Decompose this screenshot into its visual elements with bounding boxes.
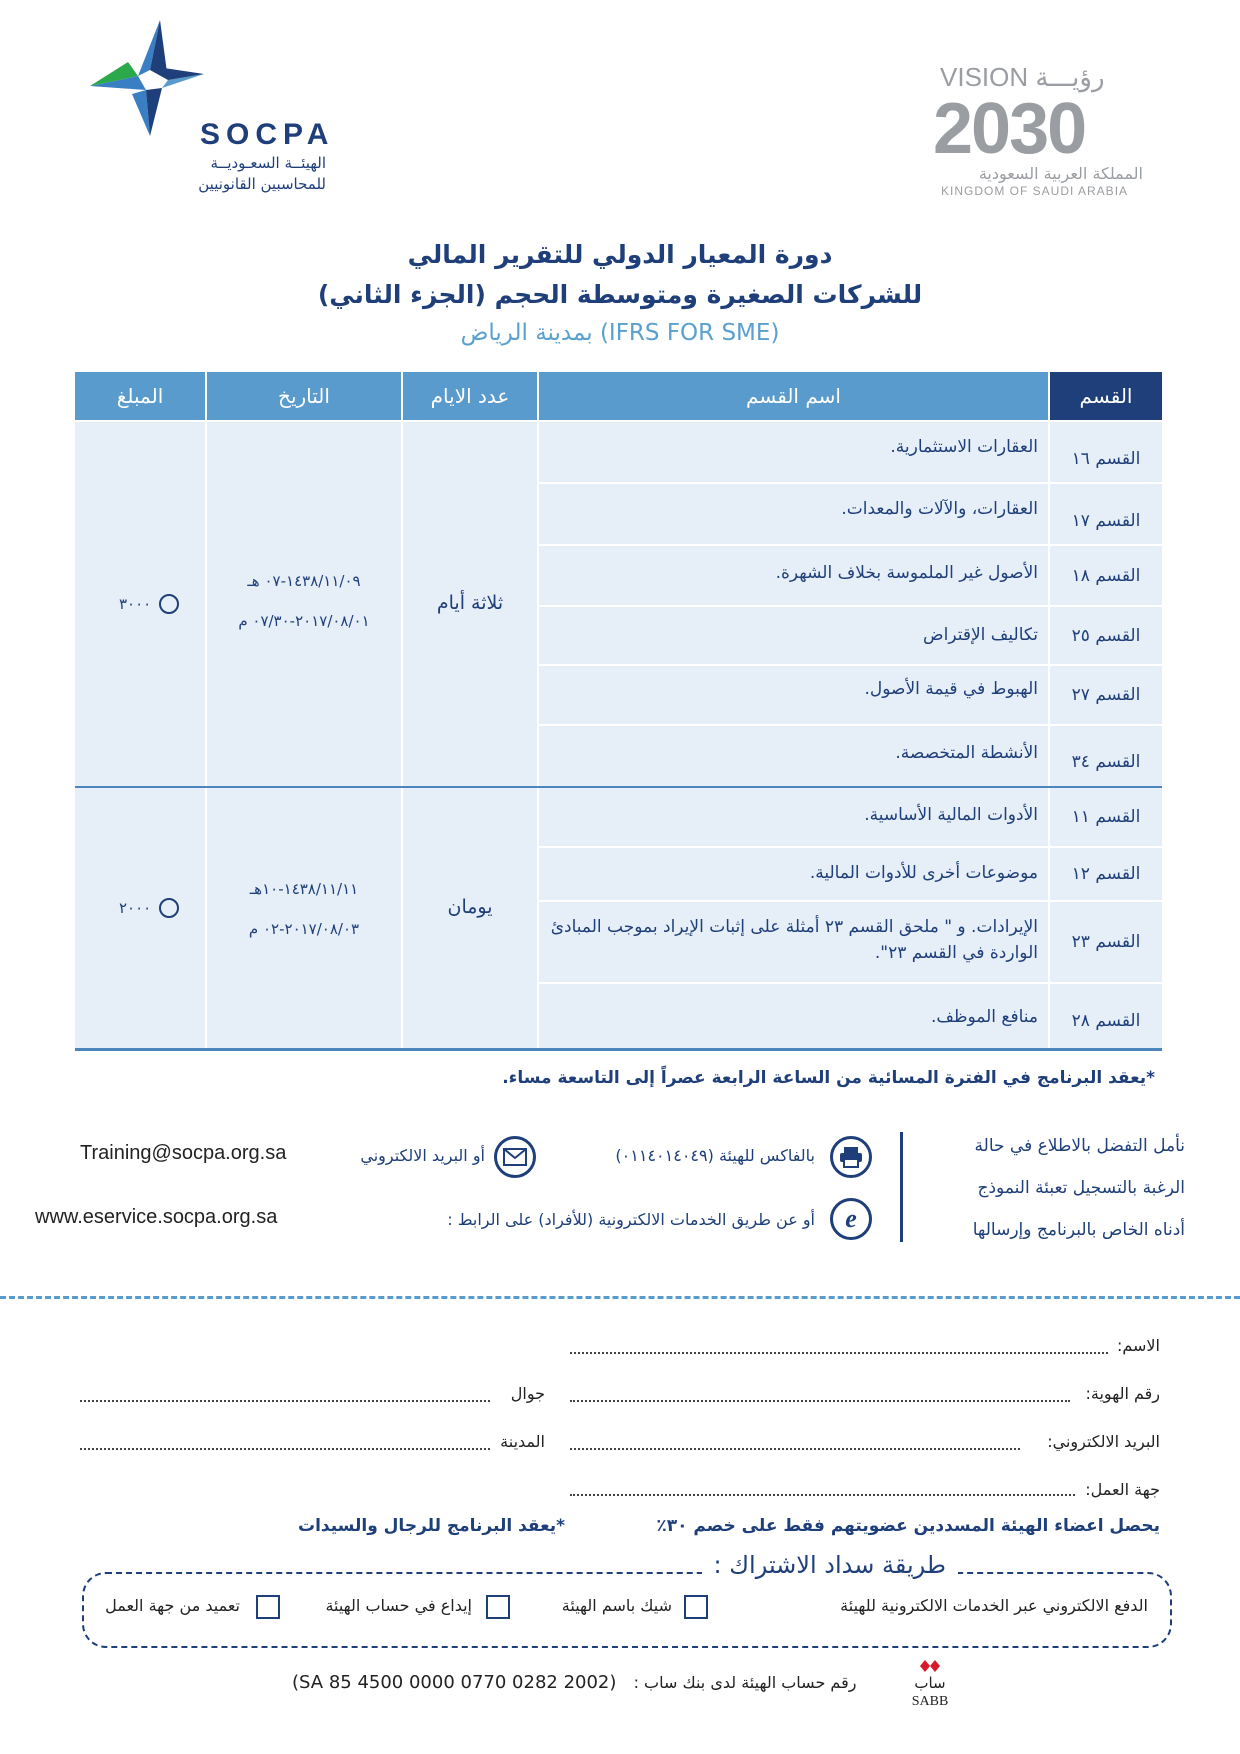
city-field[interactable] [80, 1448, 490, 1450]
payment-online-checkbox[interactable] [684, 1595, 708, 1619]
section-name: تكاليف الإقتراض [923, 625, 1038, 645]
amount-radio[interactable] [159, 594, 179, 614]
date-hijri: ١٤٣٨/١١/٠٩-٠٧ هـ [247, 572, 361, 590]
table-row [539, 726, 1162, 786]
contact-intro-line2: الرغبة بالتسجيل تعبئة النموذج [977, 1178, 1185, 1198]
payment-cheque-checkbox[interactable] [486, 1595, 510, 1619]
payment-title: طريقة سداد الاشتراك : [702, 1551, 958, 1579]
email-address[interactable]: Training@socpa.org.sa [80, 1142, 287, 1164]
header-name: اسم القسم [539, 372, 1048, 420]
payment-option-cheque: شيك باسم الهيئة [561, 1596, 672, 1615]
audience-note: *يعقد البرنامج للرجال والسيدات [298, 1516, 565, 1536]
table-row [539, 788, 1162, 846]
days-value: يومان [447, 896, 493, 918]
course-table [75, 372, 1162, 1050]
section-number: القسم ٢٧ [1071, 685, 1141, 705]
email-field-label: البريد الالكتروني: [1047, 1432, 1160, 1451]
amount-value: ٣٠٠٠ [119, 595, 152, 613]
payment-option-deposit: إيداع في حساب الهيئة [325, 1596, 472, 1615]
table-row [539, 422, 1162, 482]
section-number: القسم ٢٥ [1071, 625, 1141, 646]
course-title-line3: (IFRS FOR SME) بمدينة الرياض [460, 320, 780, 346]
fax-icon [830, 1136, 872, 1178]
header-amount: المبلغ [75, 372, 205, 420]
name-label: الاسم: [1116, 1336, 1160, 1355]
section-name: الأصول غير الملموسة بخلاف الشهرة. [775, 563, 1038, 583]
table-row [539, 848, 1162, 900]
section-number: القسم ١٦ [1071, 449, 1141, 469]
table-row [539, 902, 1162, 982]
table-row [539, 546, 1162, 605]
amount-value: ٢٠٠٠ [119, 899, 152, 917]
city-label: المدينة [500, 1432, 545, 1451]
socpa-arabic-line1: الهيئــة السعـوديــة [210, 154, 326, 172]
section-number: القسم ٣٤ [1071, 752, 1141, 772]
section-name: موضوعات أخرى للأدوات المالية. [809, 863, 1038, 883]
vision-top-text: VISION رؤيـــة [940, 62, 1105, 92]
email-label: أو البريد الالكتروني [360, 1146, 485, 1165]
fax-label: بالفاكس للهيئة (٠١١٤٠١٤٠٤٩) [615, 1146, 815, 1165]
section-number: القسم ١١ [1071, 807, 1141, 827]
header-section: القسم [1050, 372, 1162, 420]
section-name: الأدوات المالية الأساسية. [864, 805, 1038, 825]
id-label: رقم الهوية: [1085, 1384, 1160, 1403]
time-note: *يعقد البرنامج في الفترة المسائية من الساعة الرابعة عصراً إلى التاسعة مساء. [502, 1068, 1155, 1088]
mobile-field[interactable] [80, 1400, 490, 1402]
table-group-2 [75, 788, 1162, 1048]
bank-account-label: رقم حساب الهيئة لدى بنك ساب : [633, 1673, 857, 1692]
section-name: العقارات الاستثمارية. [890, 437, 1038, 457]
contact-intro-line1: نأمل التفضل بالاطلاع في حالة [974, 1136, 1185, 1156]
email-icon [494, 1136, 536, 1178]
section-number: القسم ٢٨ [1071, 1011, 1141, 1031]
section-name: الهبوط في قيمة الأصول. [864, 679, 1038, 699]
date-gregorian: ٢٠١٧/٠٨/٠١-٠٧/٣٠ م [238, 612, 370, 630]
contact-divider [900, 1132, 903, 1242]
date-gregorian: ٢٠١٧/٠٨/٠٣-٠٢ م [248, 920, 360, 938]
socpa-logo [88, 18, 368, 203]
course-title-line1: دورة المعيار الدولي للتقرير المالي [407, 240, 833, 269]
mobile-label: جوال [510, 1384, 545, 1403]
amount-option [119, 594, 209, 614]
sabb-logo [905, 1660, 955, 1720]
cut-line [0, 1296, 1240, 1299]
section-name: العقارات، والآلات والمعدات. [841, 499, 1038, 519]
internet-explorer-icon: e [830, 1198, 872, 1240]
amount-radio[interactable] [159, 898, 179, 918]
eservice-url[interactable]: www.eservice.socpa.org.sa [35, 1206, 278, 1228]
days-value: ثلاثة أيام [436, 592, 504, 614]
course-title-line2: للشركات الصغيرة ومتوسطة الحجم (الجزء الثاني) [317, 280, 923, 309]
table-row [539, 984, 1162, 1048]
header-date: التاريخ [207, 372, 401, 420]
bank-account-line [292, 1672, 856, 1693]
socpa-wordmark: SOCPA [200, 118, 335, 151]
section-number: القسم ١٨ [1071, 565, 1141, 586]
section-number: القسم ٢٣ [1071, 932, 1141, 952]
socpa-arabic-line2: للمحاسبين القانونيين [198, 175, 326, 193]
section-number: القسم ١٧ [1071, 511, 1141, 531]
table-row [539, 484, 1162, 544]
contact-intro-line3: أدناه الخاص بالبرنامج وإرسالها [972, 1220, 1185, 1240]
vision-arabic: المملكة العربية السعودية [978, 164, 1143, 183]
date-hijri: ١٤٣٨/١١/١١-١٠هـ [249, 880, 359, 898]
email-field[interactable] [570, 1448, 1020, 1450]
vision-year: 2030 [933, 89, 1086, 169]
vision-english: KINGDOM OF SAUDI ARABIA [941, 184, 1129, 198]
section-number: القسم ١٢ [1071, 864, 1141, 884]
socpa-star-icon [88, 18, 208, 138]
section-name: الأنشطة المتخصصة. [895, 743, 1038, 763]
table-row [539, 666, 1162, 724]
employer-field[interactable] [570, 1494, 1075, 1496]
sabb-hexagon-icon [920, 1660, 940, 1672]
section-name: منافع الموظف. [930, 1007, 1038, 1027]
bank-account-number: (SA 85 4500 0000 0770 0282 2002) [292, 1672, 617, 1693]
section-name: الإيرادات. و " ملحق القسم ٢٣ أمثلة على إثبات الإيراد بموجب المبادئ الواردة في القسم ٢٣". [550, 917, 1038, 963]
header-days: عدد الايام [403, 372, 537, 420]
vision-2030-logo [925, 58, 1155, 208]
sabb-english: SABB [911, 1694, 949, 1709]
sabb-arabic: ساب [914, 1674, 946, 1692]
table-row [539, 607, 1162, 664]
employer-label: جهة العمل: [1085, 1480, 1160, 1499]
table-group-1 [75, 422, 1162, 786]
payment-option-employer: تعميد من جهة العمل [105, 1596, 240, 1615]
eservice-label: أو عن طريق الخدمات الالكترونية (للأفراد) على الرابط : [447, 1210, 815, 1229]
id-field[interactable] [570, 1400, 1070, 1402]
payment-deposit-checkbox[interactable] [256, 1595, 280, 1619]
payment-option-online: الدفع الالكتروني عبر الخدمات الالكترونية للهيئة [840, 1596, 1148, 1615]
name-field[interactable] [570, 1352, 1108, 1354]
amount-option [119, 898, 209, 918]
discount-note: يحصل اعضاء الهيئة المسددين عضويتهم فقط على خصم ٣٠٪ [656, 1516, 1160, 1536]
